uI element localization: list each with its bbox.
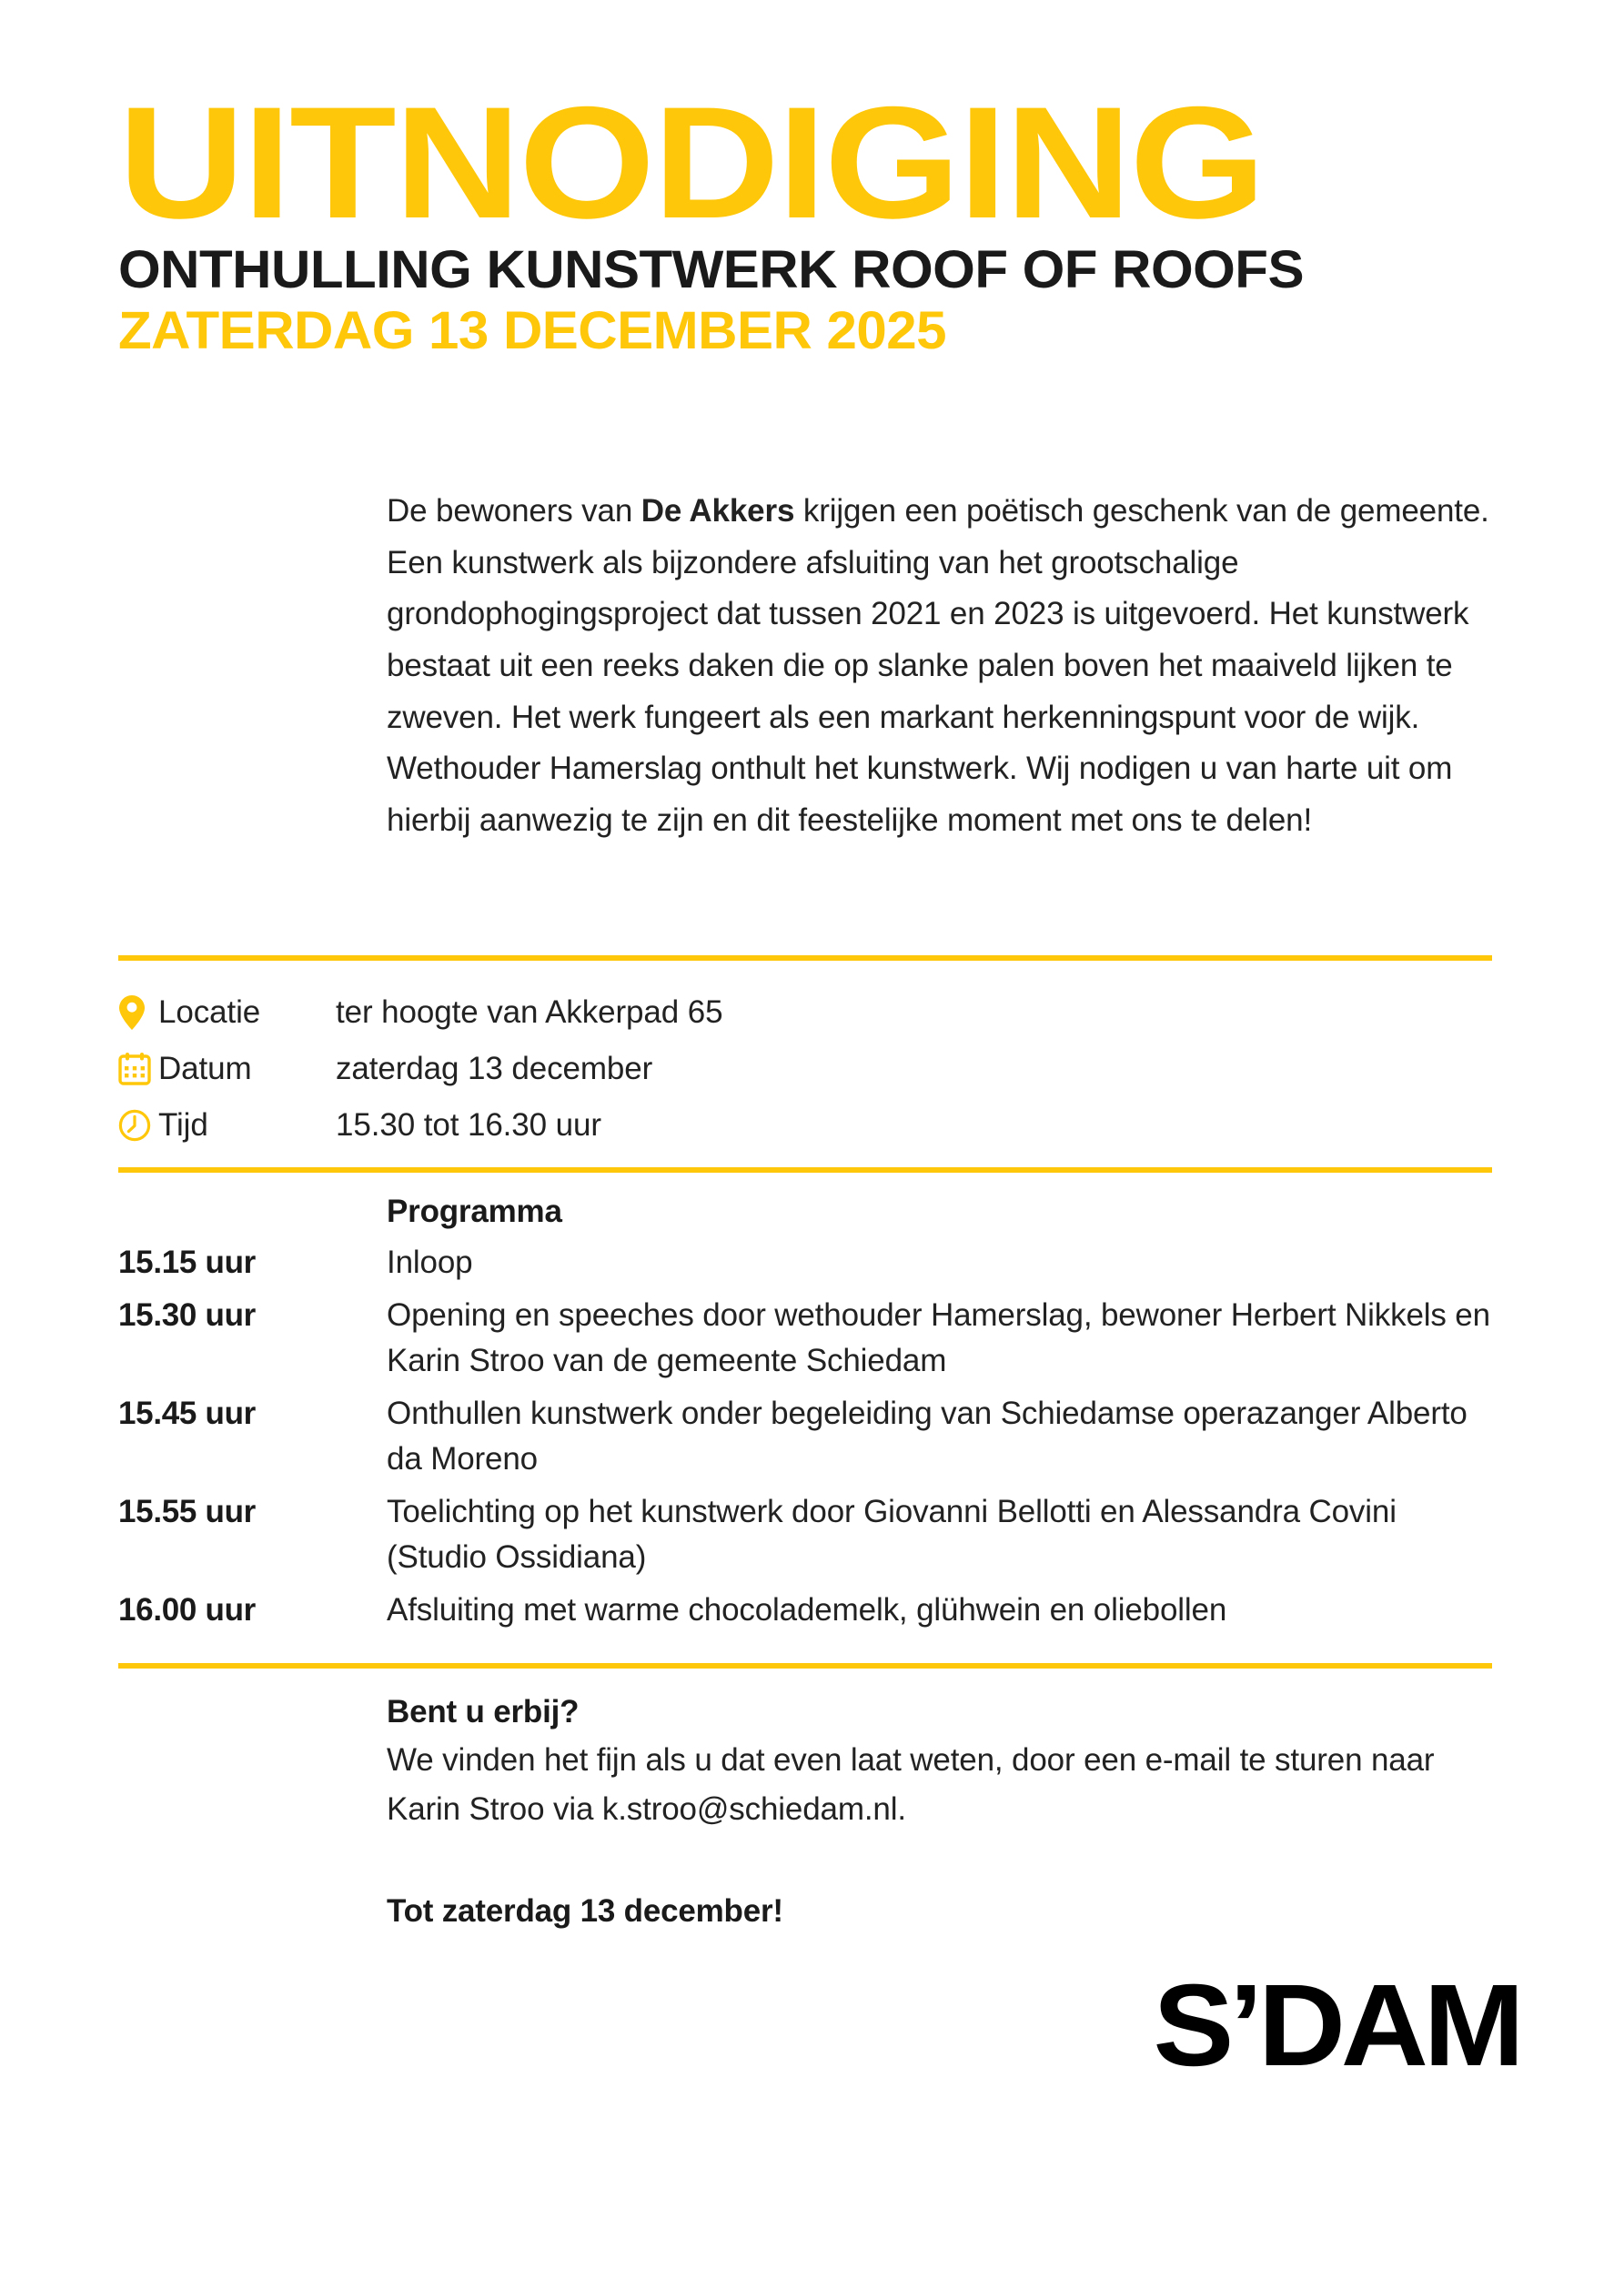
detail-label-locatie: Locatie (158, 994, 261, 1030)
intro-highlight: De Akkers (641, 493, 795, 529)
rsvp-closing: Tot zaterdag 13 december! (387, 1892, 783, 1929)
intro-text-after: krijgen een poëtisch geschenk van de gemeente. Een kunstwerk als bijzondere afsluiting van het grootschalige grondophogingsproject dat tussen 2021 en 2023 is uitgevoerd. Het kunstwerk bestaat uit een reeks daken die op slanke palen boven het maaiveld lijken te zweven. Het werk fungeert als een markant herkenningspunt voor de wijk. Wethouder Hamerslag onthult het kunstwerk. Wij nodigen u van harte uit om hierbij aanwezig te zijn en dit feestelijke moment met ons te delen! (387, 493, 1489, 839)
sdam-logo: S’DAM (1153, 1961, 1519, 2091)
programma-row (118, 1240, 1492, 1286)
calendar-icon (118, 1052, 158, 1086)
programma-time: 15.30 uur (118, 1297, 256, 1334)
event-details-list (118, 984, 1492, 1154)
divider-above-details (118, 955, 1492, 961)
programma-description: Toelichting op het kunstwerk door Giovanni Bellotti en Alessandra Covini (Studio Ossidiana) (387, 1494, 1397, 1576)
clock-icon (118, 1109, 158, 1142)
programma-row (118, 1293, 1492, 1384)
programma-section (118, 1194, 1492, 1640)
programma-time: 15.55 uur (118, 1494, 256, 1530)
page-subtitle: ONTHULLING KUNSTWERK ROOF OF ROOFS (118, 239, 1304, 299)
detail-value-datum: zaterdag 13 december (336, 1051, 653, 1086)
detail-row-datum (118, 1041, 1492, 1097)
rsvp-section (387, 1694, 1492, 1930)
programma-description: Afsluiting met warme chocolademelk, glühwein en oliebollen (387, 1592, 1227, 1629)
detail-value-locatie: ter hoogte van Akkerpad 65 (336, 994, 723, 1030)
detail-value-tijd: 15.30 tot 16.30 uur (336, 1107, 601, 1143)
rsvp-heading: Bent u erbij? (387, 1694, 580, 1729)
detail-row-tijd (118, 1097, 1492, 1154)
programma-row (118, 1489, 1492, 1580)
page-date-headline: ZATERDAG 13 DECEMBER 2025 (118, 300, 946, 360)
divider-above-programma (118, 1167, 1492, 1173)
programma-time: 15.45 uur (118, 1396, 256, 1432)
location-pin-icon (118, 994, 158, 1031)
detail-label-datum: Datum (158, 1051, 252, 1086)
programma-time: 16.00 uur (118, 1592, 256, 1629)
programma-heading: Programma (387, 1194, 562, 1229)
poster-header (118, 75, 1501, 360)
programma-description: Inloop (387, 1245, 473, 1280)
page-title: UITNODIGING (118, 75, 1265, 252)
programma-time: 15.15 uur (118, 1245, 256, 1280)
detail-row-locatie (118, 984, 1492, 1041)
divider-above-rsvp (118, 1663, 1492, 1669)
programma-row (118, 1588, 1492, 1633)
intro-paragraph (387, 486, 1492, 847)
detail-label-tijd: Tijd (158, 1107, 208, 1143)
programma-description: Opening en speeches door wethouder Hamerslag, bewoner Herbert Nikkels en Karin Stroo van de gemeente Schiedam (387, 1297, 1490, 1379)
rsvp-text: We vinden het fijn als u dat even laat weten, door een e-mail te sturen naar Karin Stroo via k.stroo@schiedam.nl. (387, 1742, 1435, 1828)
intro-text-before: De bewoners van (387, 493, 641, 529)
programma-row (118, 1391, 1492, 1482)
programma-description: Onthullen kunstwerk onder begeleiding van Schiedamse operazanger Alberto da Moreno (387, 1396, 1468, 1477)
